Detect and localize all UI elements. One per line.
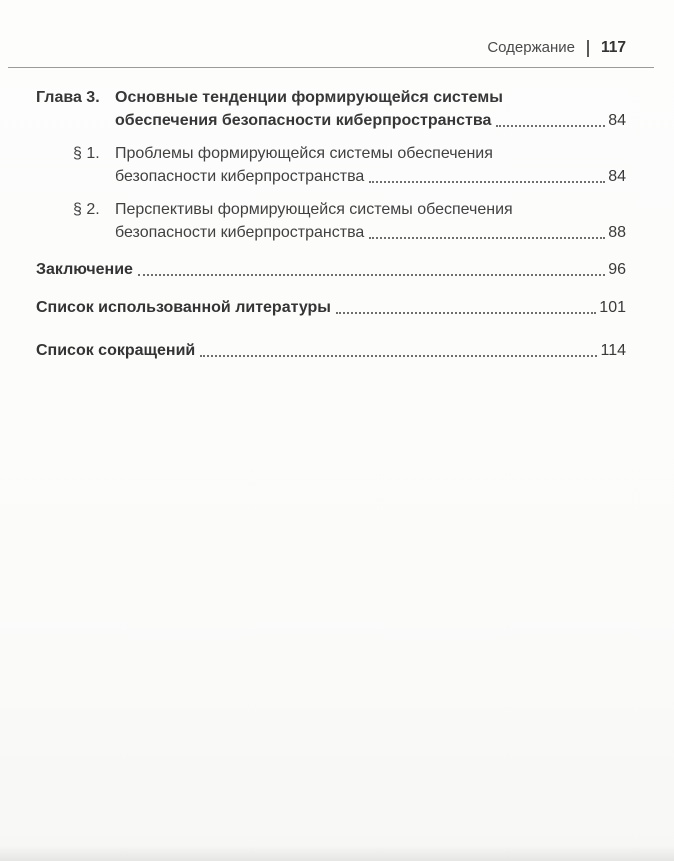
entry-label: Глава 3. (36, 89, 100, 106)
entry-page-number: 88 (608, 224, 626, 241)
entry-label: § 2. (73, 201, 100, 218)
table-of-contents (36, 86, 626, 362)
toc-entry-references (36, 296, 626, 319)
toc-entry-section-2 (73, 198, 626, 244)
entry-title: Заключение (36, 261, 133, 278)
header-page-number: 117 (600, 39, 626, 56)
page-header (36, 38, 626, 58)
entry-content (115, 198, 626, 244)
leader-dots (369, 181, 605, 183)
toc-entry-abbreviations (36, 339, 626, 362)
toc-entry-chapter-3 (36, 86, 626, 132)
entry-title-line: Основные тенденции формирующейся системы (115, 89, 503, 106)
entry-last-line (115, 109, 626, 132)
entry-page-number: 96 (608, 261, 626, 278)
entry-title-line: Проблемы формирующейся системы обеспечения (115, 145, 493, 162)
entry-page-number: 101 (599, 299, 626, 316)
leader-dots (336, 312, 596, 314)
entry-content (115, 86, 626, 132)
entry-last-line (115, 165, 626, 188)
entry-label: § 1. (73, 145, 100, 162)
leader-dots (496, 125, 605, 127)
entry-page-number: 114 (600, 342, 626, 359)
running-header-title: Содержание (487, 39, 575, 56)
entry-title-line: безопасности киберпространства (115, 168, 365, 185)
header-separator (587, 40, 589, 57)
leader-dots (369, 237, 605, 239)
entry-page-number: 84 (608, 168, 626, 185)
toc-entry-conclusion (36, 258, 626, 281)
entry-last-line (115, 221, 626, 244)
entry-title-line: обеспечения безопасности киберпространства (115, 112, 492, 129)
leader-dots (200, 355, 597, 357)
entry-page-number: 84 (608, 112, 626, 129)
entry-content (115, 142, 626, 188)
leader-dots (138, 274, 605, 276)
entry-title-line: безопасности киберпространства (115, 224, 365, 241)
toc-entry-section-1 (73, 142, 626, 188)
entry-title: Список сокращений (36, 342, 196, 359)
entry-title: Список использованной литературы (36, 299, 331, 316)
entry-title-line: Перспективы формирующейся системы обеспечения (115, 201, 513, 218)
header-divider (8, 67, 654, 68)
